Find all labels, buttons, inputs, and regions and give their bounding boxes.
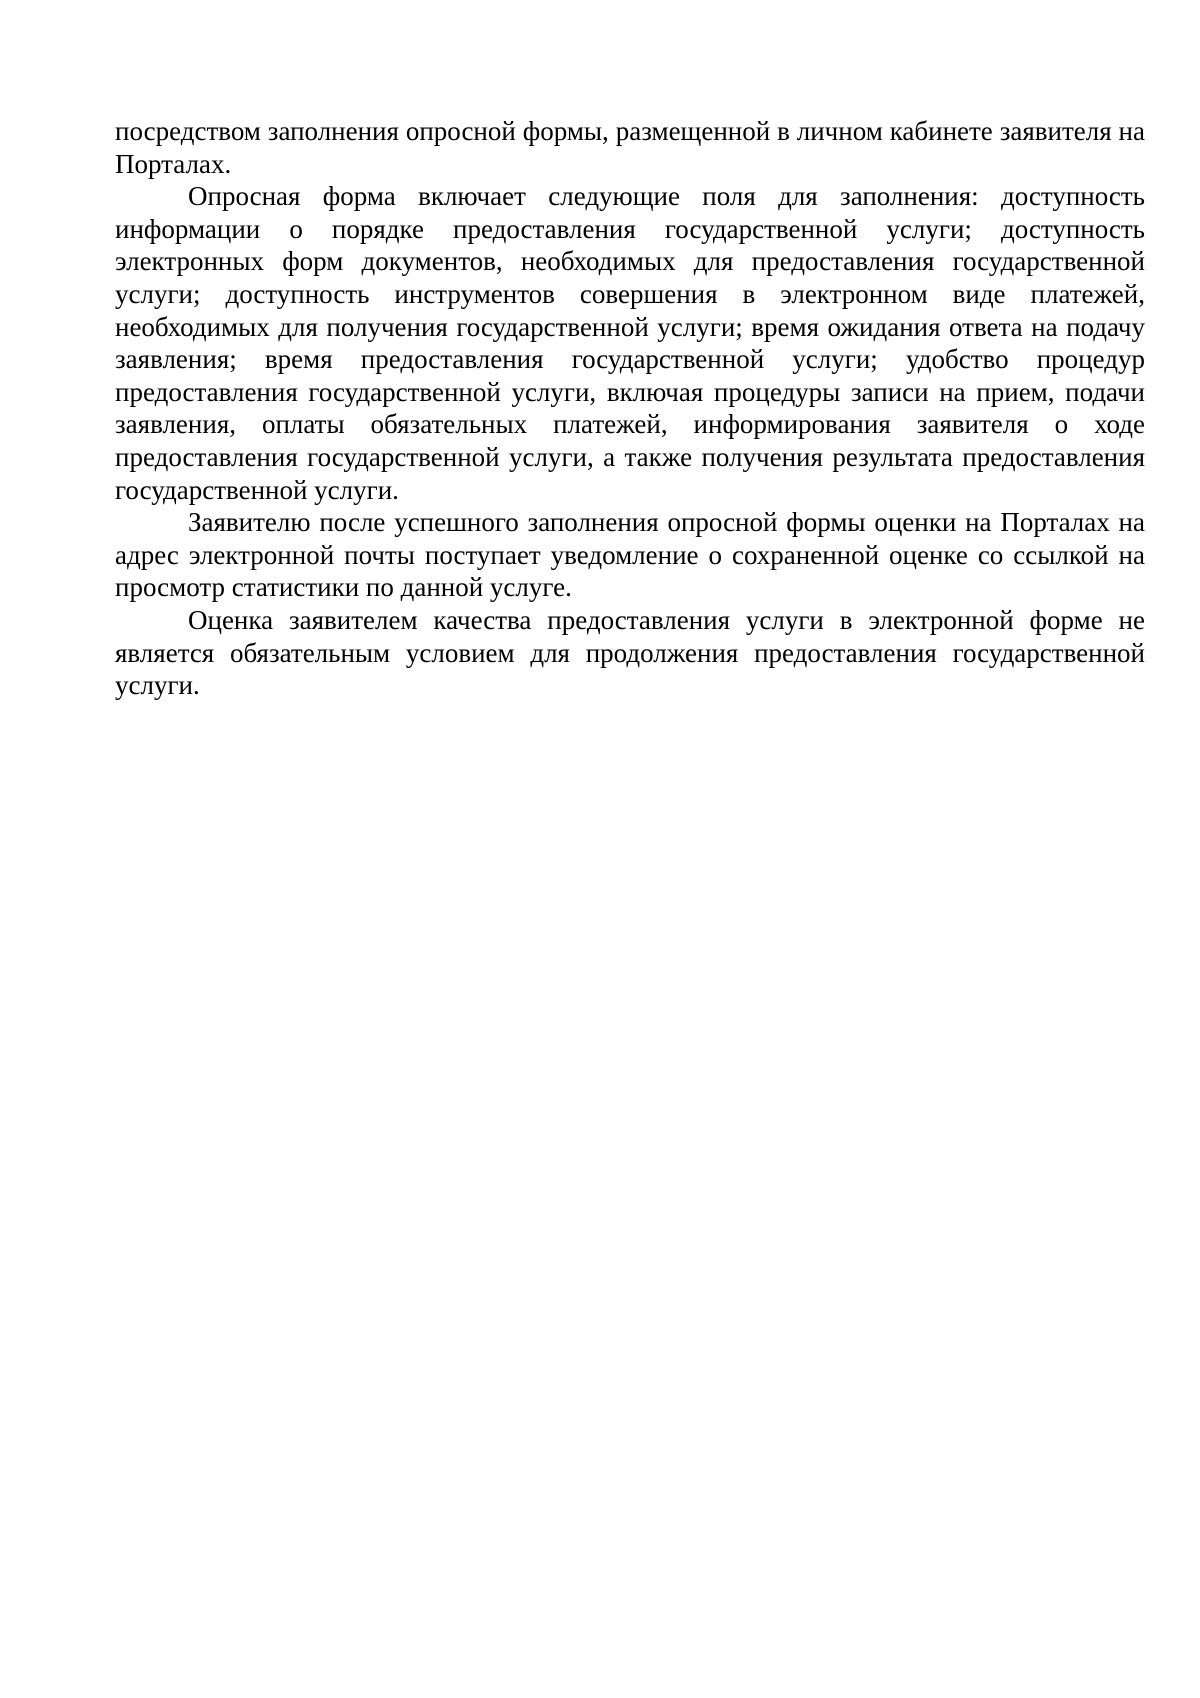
paragraph-optional-rating: Оценка заявителем качества предоставления услуги в электронной форме не является обязательным условием для продолжения предоставления государственной услуги. — [115, 604, 1145, 701]
paragraph-survey-fields: Опросная форма включает следующие поля для заполнения: доступность информации о порядке предоставления государственной услуги; доступность электронных форм документов, необходимых для предоставления государственной услуги; доступность инструментов совершения в электронном виде платежей, необходимых для получения государственной услуги; время ожидания ответа на подачу заявления; время предоставления государственной услуги; удобство процедур предоставления государственной услуги, включая процедуры записи на прием, подачи заявления, оплаты обязательных платежей, информирования заявителя о ходе предоставления государственной услуги, а также получения результата предоставления государственной услуги. — [115, 181, 1145, 505]
document-body — [115, 115, 1145, 702]
paragraph-continuation: посредством заполнения опросной формы, размещенной в личном кабинете заявителя на Порталах. — [115, 116, 1145, 179]
paragraph-email-notification: Заявителю после успешного заполнения опросной формы оценки на Порталах на адрес электронной почты поступает уведомление о сохраненной оценке со ссылкой на просмотр статистики по данной услуге. — [115, 507, 1145, 603]
